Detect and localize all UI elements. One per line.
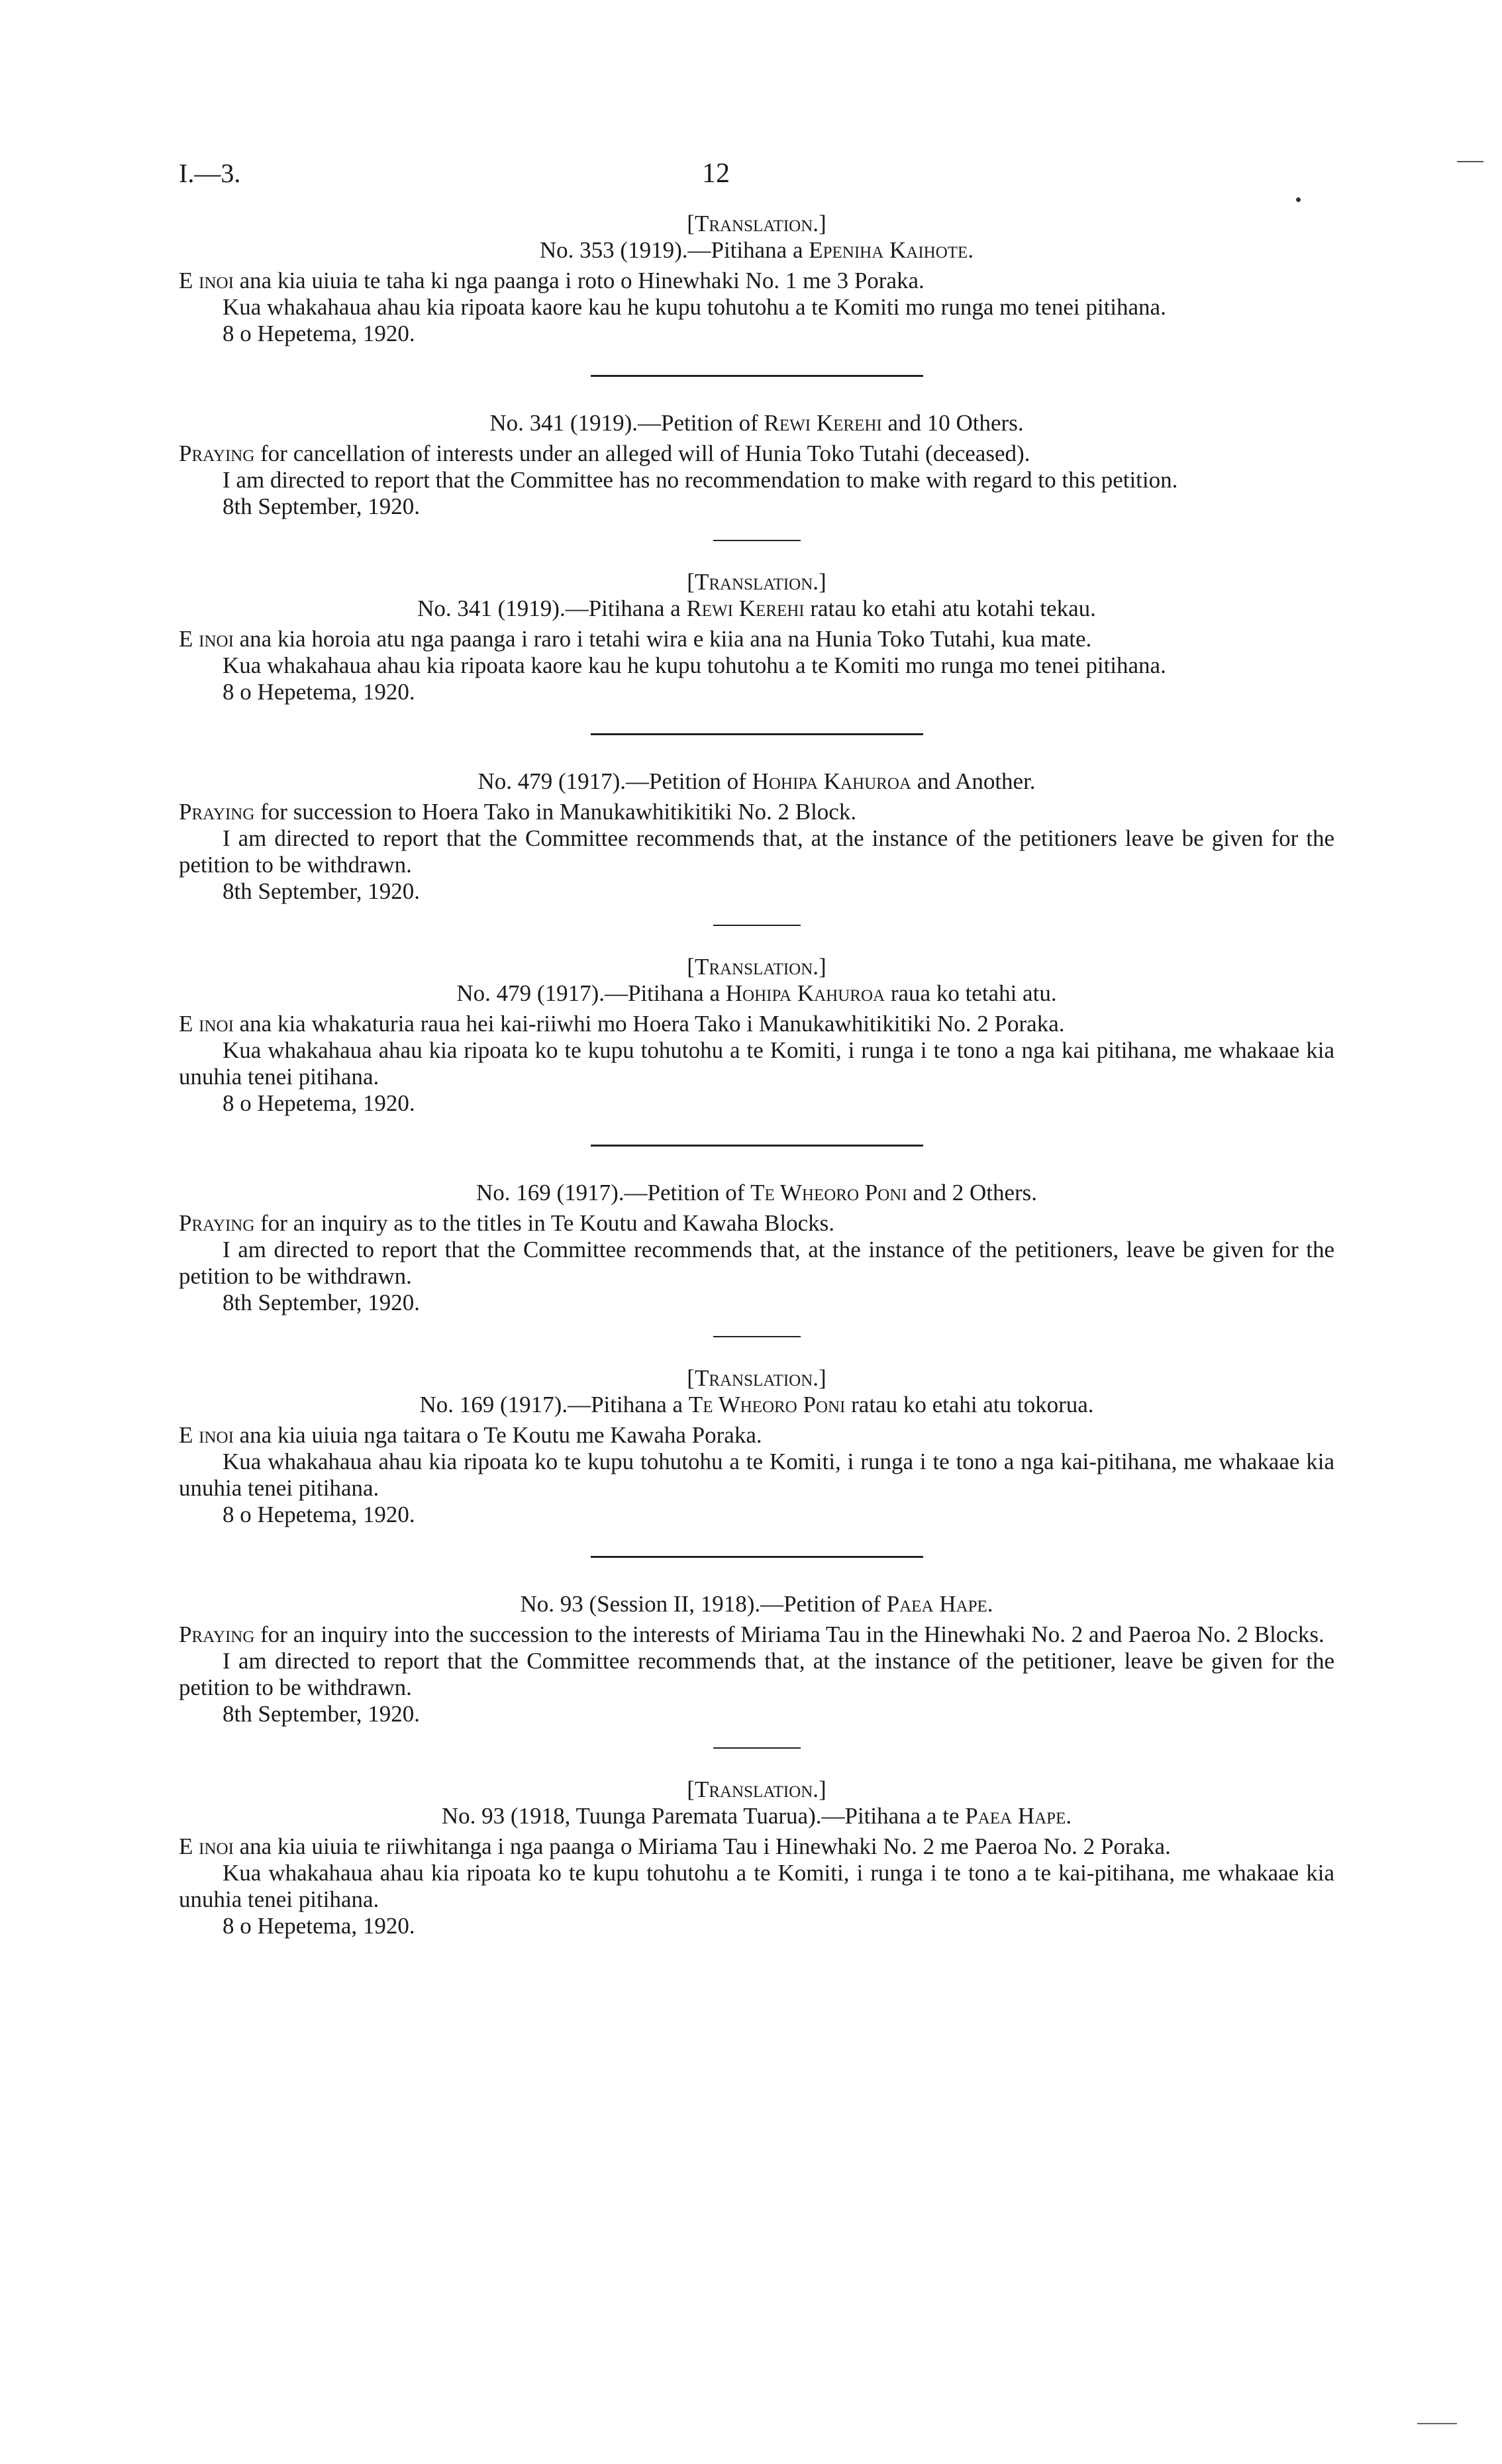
section-divider — [591, 733, 923, 735]
report-date: 8 o Hepetema, 1920. — [223, 1502, 415, 1527]
committee-report: I am directed to report that the Committee has no recommendation to make with regard to this petition. — [223, 467, 1178, 493]
section-divider — [591, 1556, 923, 1558]
petition-prayer: E inoi ana kia uiuia nga taitara o Te Koutu me Kawaha Poraka. — [179, 1422, 762, 1448]
petition-section-93-english — [179, 1591, 1334, 1727]
translation-divider — [713, 540, 801, 541]
committee-report: I am directed to report that the Committee recommends that, at the instance of the petitioners, leave be given for the petition to be withdrawn. — [179, 1237, 1334, 1289]
translation-label: [Translation.] — [687, 1776, 826, 1802]
report-date: 8th September, 1920. — [223, 1701, 420, 1727]
petition-section-479-english — [179, 768, 1334, 905]
margin-mark — [1457, 161, 1483, 162]
petitioner-name: Te Wheoro Poni — [750, 1180, 907, 1206]
translation-label: [Translation.] — [687, 211, 826, 236]
page-header-code: I.—3. — [179, 158, 241, 188]
report-date: 8th September, 1920. — [223, 878, 420, 904]
report-date: 8 o Hepetema, 1920. — [223, 1913, 415, 1939]
petition-title: No. 479 (1917).—Petition of Hohipa Kahuroa and Another. — [477, 768, 1036, 794]
committee-report: Kua whakahaua ahau kia ripoata kaore kau he kupu tohutohu a te Komiti mo runga mo tenei pitihana. — [223, 294, 1166, 320]
committee-report: Kua whakahaua ahau kia ripoata ko te kupu tohutohu a te Komiti, i runga i te tono a nga kai-pitihana, me whakaae kia unuhia tenei pitihana. — [179, 1449, 1334, 1501]
petitioner-name: Rewi Kerehi — [764, 410, 882, 436]
petition-section-93-maori — [179, 1776, 1334, 1939]
page-number: 12 — [702, 158, 730, 189]
petitioner-name: Rewi Kerehi — [686, 595, 805, 621]
translation-divider — [713, 1747, 801, 1749]
petition-title: No. 169 (1917).—Petition of Te Wheoro Poni and 2 Others. — [476, 1180, 1038, 1206]
petition-prayer: E inoi ana kia uiuia te riiwhitanga i nga paanga o Miriama Tau i Hinewhaki No. 2 me Paeroa No. 2 Poraka. — [179, 1833, 1171, 1859]
petition-prayer: Praying for an inquiry into the succession to the interests of Miriama Tau in the Hinewhaki No. 2 and Paeroa No. 2 Blocks. — [179, 1621, 1325, 1647]
petition-prayer: E inoi ana kia whakaturia raua hei kai-riiwhi mo Hoera Tako i Manukawhitikitiki No. 2 Poraka. — [179, 1011, 1065, 1037]
translation-divider — [713, 925, 801, 926]
committee-report: Kua whakahaua ahau kia ripoata ko te kupu tohutohu a te Komiti, i runga i te tono a nga kai pitihana, me whakaae kia unuhia tenei pitihana. — [179, 1037, 1334, 1090]
petitioner-name: Hohipa Kahuroa — [752, 768, 911, 794]
petition-title: No. 341 (1919).—Petition of Rewi Kerehi and 10 Others. — [489, 410, 1024, 436]
petition-section-479-maori — [179, 954, 1334, 1117]
translation-label: [Translation.] — [687, 569, 826, 595]
translation-divider — [713, 1336, 801, 1337]
petition-section-341-maori — [179, 569, 1334, 705]
report-date: 8 o Hepetema, 1920. — [223, 321, 415, 346]
committee-report: I am directed to report that the Committee recommends that, at the instance of the petitioners leave be given for the petition to be withdrawn. — [179, 825, 1334, 878]
petition-title: No. 93 (1918, Tuunga Paremata Tuarua).—Pitihana a te Paea Hape. — [441, 1803, 1072, 1829]
petitioner-name: Hohipa Kahuroa — [725, 980, 885, 1006]
translation-label: [Translation.] — [687, 954, 826, 980]
report-date: 8th September, 1920. — [223, 1290, 420, 1315]
petition-title: No. 341 (1919).—Pitihana a Rewi Kerehi ratau ko etahi atu kotahi tekau. — [417, 595, 1096, 621]
petitioner-name: Paea Hape — [965, 1803, 1066, 1829]
report-date: 8 o Hepetema, 1920. — [223, 679, 415, 705]
translation-label: [Translation.] — [687, 1365, 826, 1391]
petition-title: No. 169 (1917).—Pitihana a Te Wheoro Poni ratau ko etahi atu tokorua. — [419, 1392, 1094, 1417]
section-divider — [591, 375, 923, 377]
petition-title: No. 479 (1917).—Pitihana a Hohipa Kahuroa raua ko tetahi atu. — [456, 980, 1057, 1006]
petition-prayer: Praying for cancellation of interests under an alleged will of Hunia Toko Tutahi (deceased). — [179, 440, 1030, 466]
section-divider — [591, 1145, 923, 1147]
petition-section-353-maori — [179, 211, 1334, 347]
petition-section-341-english — [179, 410, 1334, 520]
petition-prayer: Praying for succession to Hoera Tako in Manukawhitikitiki No. 2 Block. — [179, 799, 857, 825]
petition-title: No. 93 (Session II, 1918).—Petition of Paea Hape. — [520, 1591, 993, 1617]
petition-section-169-english — [179, 1180, 1334, 1316]
report-date: 8th September, 1920. — [223, 493, 420, 519]
committee-report: Kua whakahaua ahau kia ripoata ko te kupu tohutohu a te Komiti, i runga i te tono a te kai-pitihana, me whakaae kia unuhia tenei pitihana. — [179, 1860, 1334, 1912]
margin-mark-bottom — [1417, 2423, 1457, 2424]
margin-dot — [1296, 197, 1301, 202]
petitioner-name: Paea Hape — [886, 1591, 987, 1617]
petitioner-name: Te Wheoro Poni — [688, 1392, 846, 1417]
document-body — [179, 211, 1334, 1939]
petition-prayer: E inoi ana kia uiuia te taha ki nga paanga i roto o Hinewhaki No. 1 me 3 Poraka. — [179, 268, 925, 293]
petition-prayer: Praying for an inquiry as to the titles in Te Koutu and Kawaha Blocks. — [179, 1210, 835, 1236]
petition-title: No. 353 (1919).—Pitihana a Epeniha Kaihote. — [539, 237, 974, 263]
petitioner-name: Epeniha Kaihote — [809, 237, 968, 263]
report-date: 8 o Hepetema, 1920. — [223, 1090, 415, 1116]
committee-report: Kua whakahaua ahau kia ripoata kaore kau he kupu tohutohu a te Komiti mo runga mo tenei pitihana. — [223, 652, 1166, 678]
committee-report: I am directed to report that the Committee recommends that, at the instance of the petitioner, leave be given for the petition to be withdrawn. — [179, 1648, 1334, 1700]
petition-prayer: E inoi ana kia horoia atu nga paanga i raro i tetahi wira e kiia ana na Hunia Toko Tutahi, kua mate. — [179, 626, 1092, 652]
petition-section-169-maori — [179, 1365, 1334, 1528]
